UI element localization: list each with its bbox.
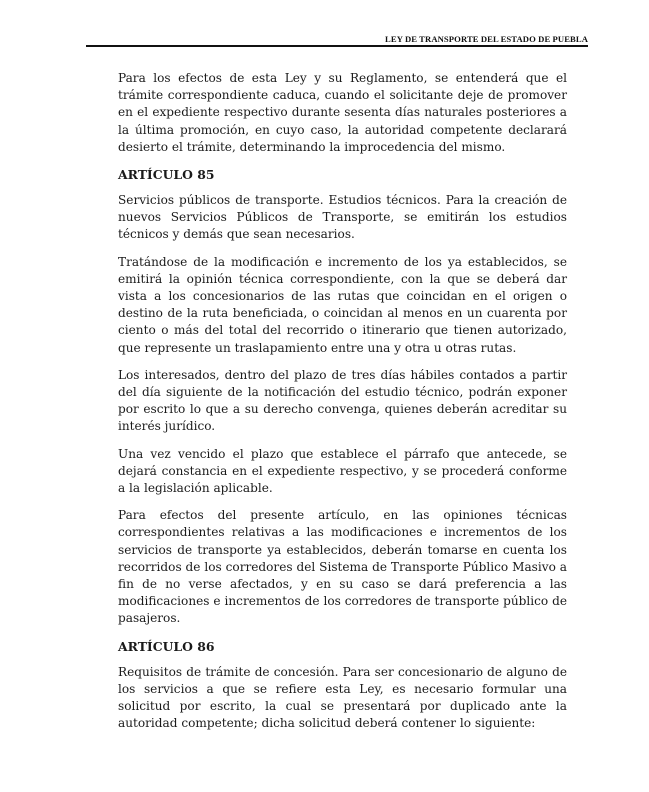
running-header: LEY DE TRANSPORTE DEL ESTADO DE PUEBLA xyxy=(385,34,588,44)
paragraph: Servicios públicos de transporte. Estudios técnicos. Para la creación de nuevos Servicios Públicos de Transporte, se emitirán los estudios técnicos y demás que sean necesarios. xyxy=(118,193,567,242)
paragraph: Una vez vencido el plazo que establece el párrafo que antecede, se dejará constancia en el expediente respectivo, y se procederá conforme a la legislación aplicable. xyxy=(118,446,567,496)
document-body xyxy=(118,70,567,743)
header-rule xyxy=(86,45,588,47)
paragraph: Los interesados, dentro del plazo de tres días hábiles contados a partir del día siguiente de la notificación del estudio técnico, podrán exponer por escrito lo que a su derecho convenga, quienes deberán acreditar su interés jurídico. xyxy=(118,367,567,434)
paragraph: Tratándose de la modificación e incremento de los ya establecidos, se emitirá la opinión técnica correspondiente, con la que se deberá dar vista a los concesionarios de las rutas que coincidan en el origen o destino de la ruta beneficiada, o coincidan al menos en un cuarenta por ciento o más del total del recorrido o itinerario que tienen autorizado, que represente un traslapamiento entre una y otra u otras rutas. xyxy=(118,254,567,355)
paragraph: Para los efectos de esta Ley y su Reglamento, se entenderá que el trámite correspondiente caduca, cuando el solicitante deje de promover en el expediente respectivo durante sesenta días naturales posteriores a la última promoción, en cuyo caso, la autoridad competente declarará desierto el trámite, determinando la improcedencia del mismo. xyxy=(118,71,567,154)
article-85-heading: ARTÍCULO 85 xyxy=(118,167,215,183)
paragraph: Requisitos de trámite de concesión. Para ser concesionario de alguno de los servicios a que se refiere esta Ley, es necesario formular una solicitud por escrito, la cual se presentará por duplicado ante la autoridad competente; dicha solicitud deberá contener lo siguiente: xyxy=(118,664,567,731)
article-86-heading: ARTÍCULO 86 xyxy=(118,638,215,654)
paragraph: Para efectos del presente artículo, en las opiniones técnicas correspondientes relativas a las modificaciones e incrementos de los servicios de transporte ya establecidos, deberán tomarse en cuenta los recorridos de los corredores del Sistema de Transporte Público Masivo a fin de no verse afectados, y en su caso se dará preferencia a las modificaciones e incrementos de los corredores de transporte público de pasajeros. xyxy=(118,508,567,626)
